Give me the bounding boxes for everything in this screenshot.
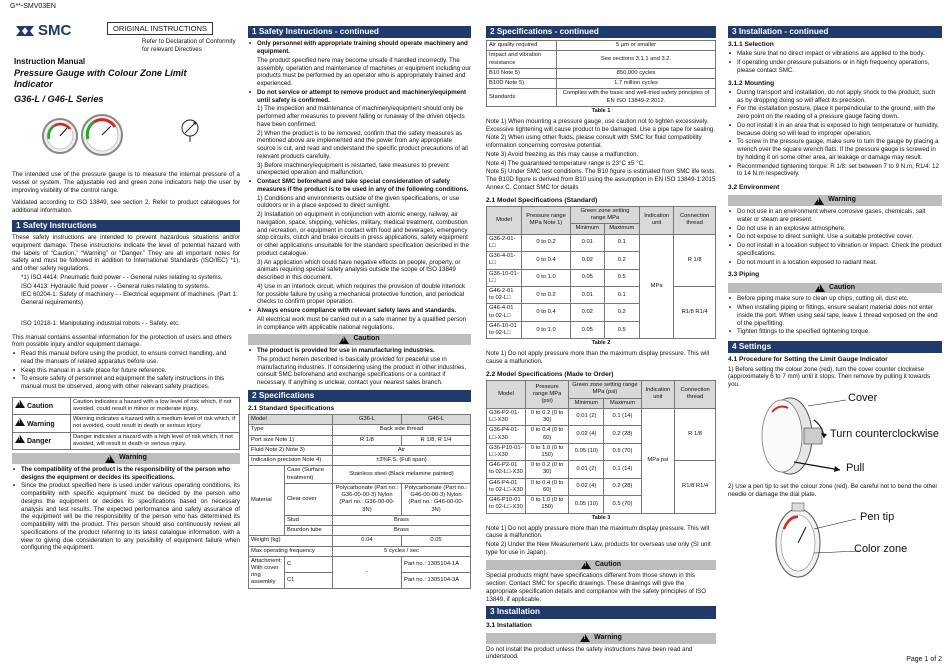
table-row: G46-P4-01 to 02-L□-X30 0 to 0.4 (0 to 60) 0.02 (4) 0.2 (28)	[487, 478, 716, 495]
ref-3: IEC 60204-1: Safety of machinery - - Electrical equipment of machines. (Part 1: General requirements)	[21, 291, 238, 306]
sec1c-header: 1 Safety Instructions - continued	[248, 26, 471, 38]
table-row: Air quality required 5 µm or smaller	[487, 41, 716, 51]
sec4-header: 4 Settings	[728, 341, 942, 353]
table-row: Minimum Maximum	[487, 398, 716, 408]
sec2-sub: 2.1 Standard Specifications	[248, 405, 335, 412]
warning-bullet-2: • Since the product specified here is used under various operating conditions, its compatibility with specific equipment must be decided by the person who designs the equipment or decides its specifications based on necessary analysis and test results. The expected performance and safety assurance of the equipment will be the responsibility of the person who has determined its compatibility with the product. This person should also continuously review all specifications of the product referring to its latest catalogue information, with a view to giving due consideration to any possibility of equipment failure when configuring the equipment.	[12, 482, 240, 552]
warning-header: ! Warning	[12, 453, 240, 464]
level-text: Danger indicates a hazard with a high level of risk which, if not avoided, will result in death or serious injury.	[71, 432, 240, 449]
label-turn: Turn counterclockwise	[830, 427, 940, 440]
t3-note-1: Note 1) Do not apply pressure more than the maximum display pressure. This will cause a malfunction.	[486, 524, 710, 540]
s312-item: • Do not install it in an area that is exposed to high temperature or humidity, because doing so will lead to improper operation.	[728, 122, 942, 138]
table-row: Minimum Maximum	[487, 224, 716, 234]
s311-item: • Make sure that no direct impact or vibrations are applied to the body.	[728, 50, 942, 58]
column-4	[728, 0, 942, 668]
level-label: Warning	[26, 420, 55, 428]
caution-header: ! Caution	[248, 334, 471, 345]
b2-item-1: 1) The inspection and maintenance of machinery/equipment should only be performed after measures to prevent falling or runaway of the driven objects have been confirmed.	[257, 105, 465, 128]
refer-text: Refer to Declaration of Conformity for relevant Directives	[142, 38, 236, 53]
b3-item-4: 4) Use in an interlock circuit, which requires the provision of double interlock for possible failure by using a mechanical protective function, and periodical checks to confirm proper operation.	[257, 282, 466, 306]
table-row: B10D Note 5) 1.7 million cycles	[487, 79, 716, 89]
caution-text-2: Special products might have specifications different from those shown in this section. Contact SMC for specific drawings. These drawings will give the appropriate specification details and compliance with the safety principles of ISO 13849, if applicable.	[486, 572, 707, 603]
sec3-warning-text: Do not install the product unless the safety instructions have been read and understood.	[486, 645, 693, 661]
made-to-order-table	[486, 380, 716, 514]
step-1: 1) Before setting the colour zone (red), turn the cover counter clockwise (approximately 6 to 7 mm) until it stops. Then remove by pulling it towards you.	[728, 365, 931, 389]
intro-p1: The intended use of the pressure gauge is to measure the internal pressure of a vessel or system. The adjustable red and green zone indicators help the user by improving visibility of the control range.	[12, 171, 240, 194]
gauge-image-1	[43, 119, 77, 153]
warning-triangle-icon	[15, 418, 25, 426]
table-row: B10 Note 5) 850,000 cycles	[487, 68, 716, 78]
note-1: Note 1) When mounting a pressure gauge, use caution not to tighten excessively. Excessive tightening will cause product to be damaged. Use a pipe tape for sealing.	[486, 117, 716, 133]
b2-item-3: 3) Before machinery/equipment is restarted, take measures to prevent unexpected operation and malfunction.	[257, 161, 449, 177]
table-row: Model Pressure range MPa Note 1) Green zone setting range MPa Indication unit Connection thread	[487, 206, 716, 223]
sec1c-bullet-2: • Do not service or attempt to remove product and machinery/equipment until safety is confirmed.	[248, 89, 471, 105]
env-item: • Do not install in a location subject to vibration or impact. Check the product specifications.	[728, 242, 942, 258]
table-row: Stud Brass	[249, 515, 471, 525]
ref-1: *1) ISO 4414: Pneumatic fluid power - - General rules relating to systems.	[21, 273, 223, 281]
sec3-header: 3 Installation	[486, 606, 716, 618]
column-2	[248, 0, 471, 668]
sec4-sub: 4.1 Procedure for Setting the Limit Gauge Indicator	[728, 356, 888, 364]
warning-header-2: ! Warning	[486, 633, 716, 644]
caution-header-2: ! Caution	[486, 560, 716, 571]
sec2c-header: 2 Specifications - continued	[486, 26, 716, 38]
sec2-header: 2 Specifications	[248, 390, 471, 402]
warning-bullet-1: • The compatibility of the product is the responsibility of the person who designs the equipment or decides its specifications.	[12, 466, 240, 482]
t2-note: Note 1) Do not apply pressure more than the maximum display pressure. This will cause a malfunction.	[486, 350, 710, 366]
smc-logo-icon	[14, 24, 36, 38]
manual-label: Instruction Manual	[14, 57, 86, 66]
label-color-zone: Color zone	[854, 543, 908, 556]
s312-item: • During transport and installation, do not apply shock to the product, such as by dropping doing so will affect its precision.	[728, 89, 942, 105]
caution-text: The product herein described is basically provided for peaceful use in manufacturing industries. If considering using the product in other industries, consult SMC beforehand and exchange specifications or a contract if necessary. If anything is unclear, contact your nearest sales branch.	[257, 355, 467, 386]
pen-tip-figure	[728, 499, 942, 579]
spec-continued-table	[486, 40, 716, 107]
env-warning-header: ! Warning	[728, 195, 942, 206]
column-3	[486, 0, 716, 668]
table-1-caption: Table 1	[591, 107, 611, 114]
warning-triangle-icon	[580, 634, 590, 642]
warning-triangle-icon	[15, 435, 25, 443]
table-row: G46-P10-01 to 02-L□-X30 0 to 1.0 (0 to 150) 0.05 (10) 0.5 (70)	[487, 496, 716, 513]
sec22-sub: 2.2 Model Specifications (Made to Order)	[486, 370, 614, 378]
sec1c-bullet-1: • Only personnel with appropriate training should operate machinery and equipment.	[248, 40, 471, 56]
s311-item: • If operating under pressure pulsations or in high frequency operations, please contact SMC.	[728, 59, 942, 75]
original-instructions-box: ORIGINAL INSTRUCTIONS	[107, 22, 213, 35]
note-4: Note 4) The guaranteed temperature range is 23°C ±5 °C.	[486, 159, 645, 167]
table-row: G36-P4-01-L□-X30 0 to 0.4 (0 to 60) 0.02 (4) 0.2 (28)	[487, 426, 716, 443]
series-title: G36-L / G46-L Series	[14, 94, 104, 104]
table-row: Standards Complies with the basic and well-tried safety principles of EN ISO 13849-2:2012.	[487, 89, 716, 106]
piping-item: • Before piping make sure to clean up chips, cutting oil, dust etc.	[728, 295, 942, 303]
sec1c-bullet-3: • Contact SMC beforehand and take special consideration of safety measures if the product is to be used in any of the following conditions.	[248, 178, 471, 194]
env-item: • Do not use in an explosive atmosphere.	[728, 225, 942, 233]
table-row: Attachment: With cover ring assembly C - Part no.: 1305104-1A	[249, 556, 471, 572]
table-row: Indication precision Note 4) ±3%F.S. (Full span)	[249, 456, 471, 466]
s312-item: • For the installation posture, place it perpendicular to the ground, with the zero point on the reading of a pressure gauge facing down.	[728, 105, 942, 121]
level-label: Danger	[26, 438, 52, 446]
ref-2: ISO 4413: Hydraulic fluid power - - General rules relating to systems.	[21, 282, 210, 290]
env-item: • Do not expose to direct sunlight. Use a suitable protective cover.	[728, 233, 942, 241]
note-2: Note 2) When using other fluids, please consult with SMC for fluid compatibility information concerning corrosive potential.	[486, 134, 702, 150]
level-text: Warning indicates a hazard with a medium level of risk which, if not avoided, could result in death or serious injury.	[71, 415, 240, 432]
hazard-level-table	[12, 397, 240, 450]
sec1-bullet-2: • Keep this manual in a safe place for future reference.	[12, 367, 240, 375]
table-row: G36-10-01-L□ 0 to 1.0 0.05 0.5	[487, 269, 716, 286]
gauge-symbol	[182, 120, 198, 142]
sec1-bullet-1: • Read this manual before using the product, to ensure correct handling, and read the manuals of related apparatus before use.	[12, 350, 240, 366]
table-row: Clear cover Polycarbonate (Part no.: G36-00-00-3) Nylon (Part no.: G36-00-00-3N) Polycarbonate (Part no.: G46-00-00-3) Nylon (Part no.: G46-00-00-3N)	[249, 483, 471, 515]
level-text: Caution indicates a hazard with a low level of risk which, if not avoided, could result in minor or moderate injury.	[71, 397, 240, 414]
table-row: G46-P2-01 to 02-L□-X30 0 to 0.2 (0 to 30) 0.01 (2) 0.1 (14) R1/8 R1/4	[487, 461, 716, 478]
label-pull: Pull	[846, 461, 865, 474]
s311-title: 3.1.1 Selection	[728, 41, 774, 49]
s312-item: • Recommended tightening torque: R 1/8: set between 7 to 9 N.m, R1/4: 12 to 14 N.m respectively.	[728, 163, 942, 179]
b2-item-2: 2) When the product is to be removed, confirm that the safety measures as mentioned above are implemented and the power from any appropriate source is cut, and read and understand the specific product precautions of all relevant products carefully.	[257, 129, 468, 160]
table-row: G36-2-01-L□ 0 to 0.2 0.01 0.1 MPa R 1/8	[487, 234, 716, 251]
product-illustration	[12, 108, 240, 170]
table-row: G36-P10-01-L□-X30 0 to 1.0 (0 to 150) 0.05 (10) 0.5 (70)	[487, 443, 716, 460]
sec1-p2: This manual contains essential information for the protection of users and others from possible injury and/or equipment damage.	[12, 333, 232, 349]
table-row: Impact and vibration resistance See sections 3.1.1 and 3.2.	[487, 51, 716, 68]
piping-item: • When installing piping or fittings, ensure sealant material does not enter inside the port. When using seal tape, leave 1 thread exposed on the end of the pipe/fitting.	[728, 304, 942, 327]
level-label: Caution	[26, 403, 54, 411]
column-1	[12, 0, 240, 668]
sec1-header: 1 Safety Instructions	[12, 220, 240, 232]
note-5: Note 5) Under SMC test conditions. The B10 figure is estimated from SMC life tests. The B10D figure is derived from B10 using the assumption in EN ISO 13849-1:2015 Annex C. Contact SMC for details	[486, 168, 716, 191]
table-row: Model G36-L G46-L	[249, 415, 471, 425]
b3-item-3: 3) An application which could have negative effects on people, property, or animals requiring special safety analysis outside the scope of ISO 13849 described in this document.	[257, 258, 461, 281]
table-3-caption: Table 3	[591, 514, 611, 521]
page-label: Page 1 of 2	[906, 656, 942, 664]
table-row: Port size Note 1) R 1/8 R 1/8, R 1/4	[249, 435, 471, 445]
sec3-sub: 3.1 Installation	[486, 621, 532, 629]
label-cover: Cover	[848, 391, 878, 404]
table-row: C1 Part no.: 1305104-3A	[249, 572, 471, 588]
s32-title: 3.2 Environment	[728, 184, 780, 192]
table-row: G36-P2-01-L□-X30 0 to 0.2 (0 to 30) 0.01 (2) 0.1 (14) MPa psi R 1/8	[487, 408, 716, 425]
env-item: • Do not use in an environment where corrosive gases, chemicals, salt water or steam are present.	[728, 208, 942, 224]
table-row: Max operating frequency 5 cycles / sec	[249, 546, 471, 556]
caution-bullet: • The product is provided for use in manufacturing industries.	[248, 347, 471, 355]
b3-item-1: 1) Conditions and environments outside of the given specifications, or use outdoors or in a place exposed to direct sunlight.	[257, 194, 460, 210]
s312-item: • To screw in the pressure gauge, make sure to turn the gauge by placing a wrench over the square wrench flats. If the pressure gauge is screwed in by holding it on some other area, air leakage or damage may result.	[728, 138, 942, 161]
table-row: Material Case (Surface treatment) Stainless steel (Black melamine painted)	[249, 466, 471, 483]
step-2: 2) Use a pen tip to set the colour zone (red). Be careful not to bend the other needle or damage the dial plate.	[728, 482, 938, 498]
table-row: G46-10-01 to 02-L□ 0 to 1.0 0.05 0.5	[487, 321, 716, 338]
t3-note-2: Note 2) Under the New Measurement Law, products for overseas use only (SI unit type for use in Japan).	[486, 541, 711, 556]
warning-triangle-icon	[814, 197, 824, 205]
table-row	[13, 397, 240, 414]
smc-logo: SMC	[14, 22, 71, 41]
s33-title: 3.3 Piping	[728, 271, 760, 279]
doc-title: Pressure Gauge with Colour Zone Limit Indicator	[14, 68, 187, 89]
sec1-bullet-3: • To ensure safety of personnel and equipment the safety instructions in this manual must be observed, along with other relevant safety practices.	[12, 375, 240, 391]
table-row: G36-4-01-L□ 0 to 0.4 0.02 0.2	[487, 252, 716, 269]
table-row: G46-4-01 to 02-L□ 0 to 0.4 0.02 0.2	[487, 304, 716, 321]
ref-4: ISO 10218-1: Manipulating industrial robots - - Safety. etc.	[21, 319, 180, 327]
warning-triangle-icon	[339, 336, 349, 344]
table-row: Type Back side thread	[249, 425, 471, 435]
sec3c-header: 3 Installation - continued	[728, 26, 942, 38]
s312-title: 3.1.2 Mounting	[728, 79, 775, 87]
table-row: Weight (kg) 0.04 0.05	[249, 536, 471, 546]
warning-triangle-icon	[581, 561, 591, 569]
note-3: Note 3) Avoid freezing as this may cause a malfunction.	[486, 150, 639, 158]
table-row	[13, 415, 240, 432]
standard-model-table	[486, 206, 716, 340]
table-row: Fluid Note 2) Note 3) Air	[249, 445, 471, 455]
doc-code: G**-SMV03EN	[10, 3, 56, 10]
table-row: Model Pressure range MPa (psi) Green zone setting range MPa (psi) Indication unit Connection thread	[487, 381, 716, 398]
sec1c-b4-text: All electrical work must be carried out in a safe manner by a qualified person in compliance with applicable national regulations.	[257, 315, 467, 331]
b3-item-2: 2) Installation on equipment in conjunction with atomic energy, railway, air navigation, space, shipping, vehicles, military, medical treatment, combustion and recreation, or equipment in contact with food and beverages, emergency stop circuits, clutch and brake circuits in press applications, safety equipment or other applications unsuitable for the standard specification described in the product catalogue.	[257, 211, 469, 257]
label-pen-tip: Pen tip	[860, 511, 895, 524]
warning-triangle-icon	[105, 455, 115, 463]
table-row: Bourdon tube Brass	[249, 526, 471, 536]
cover-removal-figure	[728, 390, 942, 482]
gauge-image-2	[82, 115, 122, 155]
piping-item: • Tighten fittings to the specified tightening torque.	[728, 328, 942, 336]
sec1c-b1-text: The product specified here may become unsafe if handled incorrectly. The assembly, operation and maintenance of machines or equipment including our products must be performed by an operator who is appropriately trained and experienced.	[257, 56, 471, 87]
piping-caution-header: ! Caution	[728, 283, 942, 294]
table-row: G46-2-01 to 02-L□ 0 to 0.2 0.01 0.1 R1/8 R1/4	[487, 286, 716, 303]
env-item: • Do not mount in a location exposed to radiant heat.	[728, 259, 942, 267]
standard-spec-table	[248, 414, 471, 588]
sec21-sub: 2.1 Model Specifications (Standard)	[486, 196, 598, 204]
sec1c-bullet-4: • Always ensure compliance with relevant safety laws and standards.	[248, 307, 471, 315]
table-2-caption: Table 2	[591, 340, 611, 347]
warning-triangle-icon	[815, 284, 825, 292]
table-row	[13, 432, 240, 449]
intro-p2: Validated according to ISO 13849, see section 2. Refer to product catalogues for additional information.	[12, 199, 240, 214]
sec1-p1: These safety instructions are intended to prevent hazardous situations and/or equipment damage. These instructions indicate the level of potential hazard with the labels of “Caution,” “Warning” or “Danger.” They are all important notes for safety and must be followed in addition to International Standards (ISO/IEC) *1), and other safety regulations.	[12, 234, 240, 272]
warning-triangle-icon	[15, 400, 25, 408]
